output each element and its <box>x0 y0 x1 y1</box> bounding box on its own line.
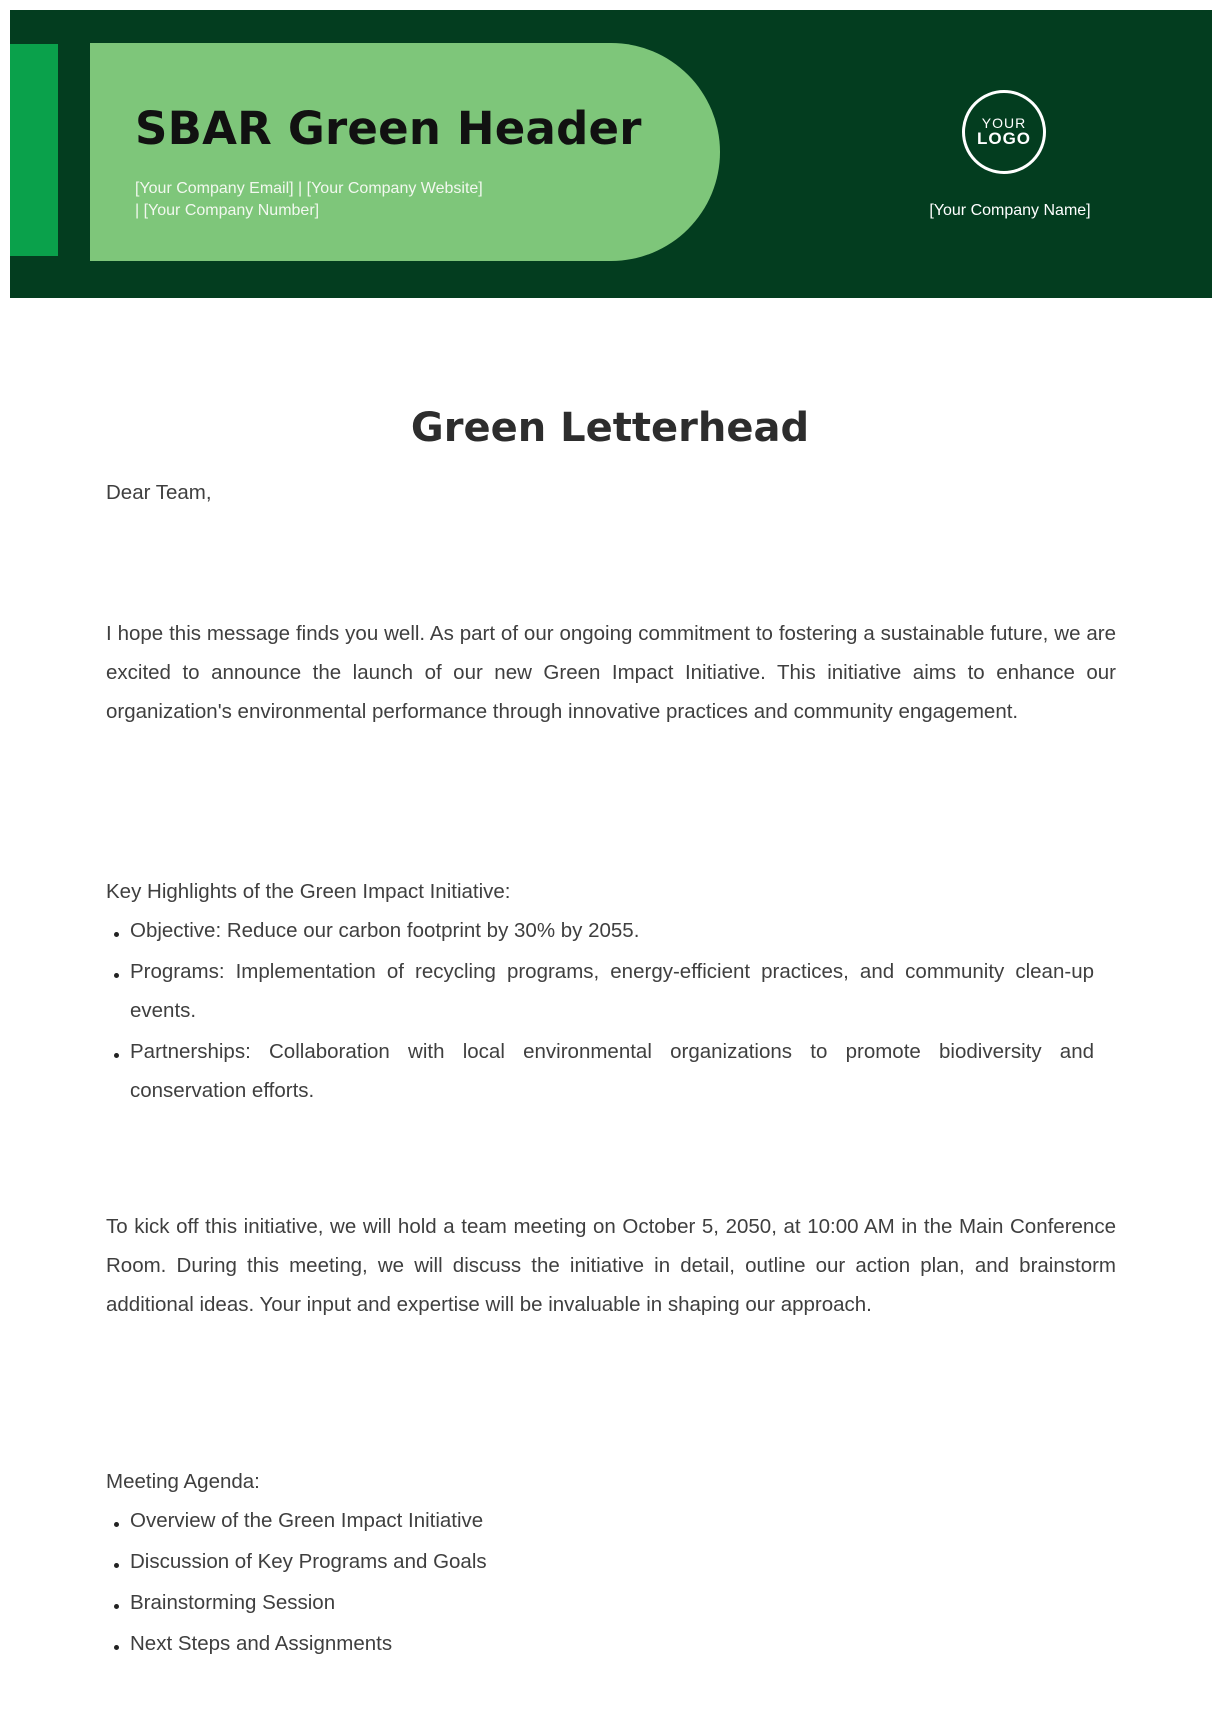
logo-text-top: YOUR <box>981 114 1027 131</box>
greeting: Dear Team, <box>106 481 212 504</box>
list-item: Objective: Reduce our carbon footprint by 30% by 2055. <box>106 911 1094 950</box>
meeting-paragraph: To kick off this initiative, we will hold a team meeting on October 5, 2050, at 10:00 AM in the Main Conference Room. During this meeting, we will discuss the initiative in detail, outline our action plan, and brainstorm additional ideas. Your input and expertise will be invaluable in shaping our approach. <box>106 1215 1116 1316</box>
list-item: Next Steps and Assignments <box>106 1624 1094 1663</box>
highlights-heading: Key Highlights of the Green Impact Initiative: <box>106 880 511 903</box>
contact-line-email-website: [Your Company Email] | [Your Company Website] <box>135 180 483 197</box>
letterhead-header <box>10 10 1212 298</box>
list-item: Overview of the Green Impact Initiative <box>106 1501 1094 1540</box>
list-item: Brainstorming Session <box>106 1583 1094 1622</box>
company-logo <box>962 90 1046 174</box>
agenda-list <box>106 1501 1094 1665</box>
accent-bar <box>10 44 58 256</box>
highlights-list <box>106 911 1094 1112</box>
agenda-heading: Meeting Agenda: <box>106 1470 260 1493</box>
list-item: Partnerships: Collaboration with local environmental organizations to promote biodiversity and conservation efforts. <box>106 1032 1094 1110</box>
header-title: SBAR Green Header <box>135 102 642 155</box>
contact-line-number: | [Your Company Number] <box>135 202 320 219</box>
document-title: Green Letterhead <box>410 405 810 451</box>
logo-text-bottom: LOGO <box>976 129 1032 149</box>
intro-paragraph: I hope this message finds you well. As part of our ongoing commitment to fostering a sustainable future, we are excited to announce the launch of our new Green Impact Initiative. This initiative aims to enhance our organization's environmental performance through innovative practices and community engagement. <box>106 622 1116 723</box>
company-name: [Your Company Name] <box>929 202 1091 219</box>
list-item: Discussion of Key Programs and Goals <box>106 1542 1094 1581</box>
list-item: Programs: Implementation of recycling programs, energy-efficient practices, and community clean-up events. <box>106 952 1094 1030</box>
